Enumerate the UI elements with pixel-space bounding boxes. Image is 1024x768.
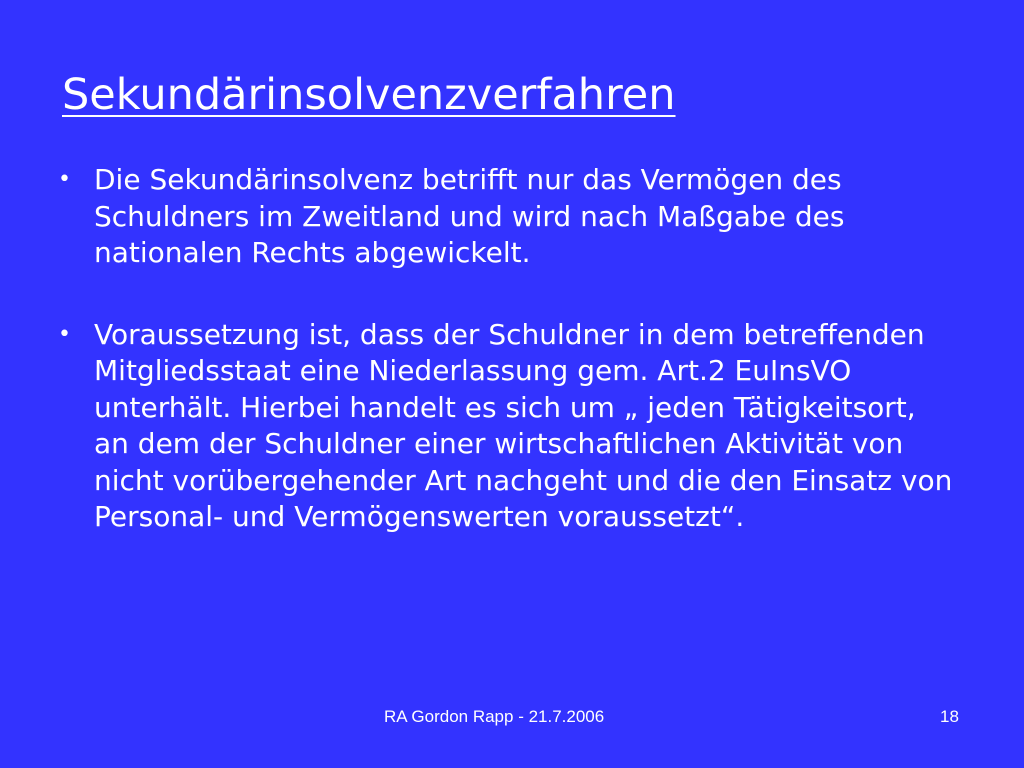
bullet-item	[58, 162, 958, 272]
bullet-text: Voraussetzung ist, dass der Schuldner in dem betreffenden Mitgliedsstaat eine Niederlassung gem. Art.2 EuInsVO unterhält. Hierbei handelt es sich um „ jeden Tätigkeitsort, an dem der Schuldner einer wirtschaftlichen Aktivität von nicht vorübergehender Art nachgeht und die den Einsatz von Personal- und Vermögenswerten voraussetzt“.	[94, 317, 953, 533]
bullet-list	[58, 162, 958, 581]
slide-title: Sekundärinsolvenzverfahren	[62, 70, 676, 120]
page-number: 18	[940, 707, 959, 726]
bullet-icon: •	[58, 167, 71, 192]
bullet-text: Die Sekundärinsolvenz betrifft nur das Vermögen des Schuldners im Zweitland und wird nach Maßgabe des nationalen Rechts abgewickelt.	[94, 163, 845, 269]
footer-author-date: RA Gordon Rapp - 21.7.2006	[384, 707, 605, 726]
bullet-icon: •	[58, 321, 71, 347]
bullet-item	[58, 317, 958, 536]
